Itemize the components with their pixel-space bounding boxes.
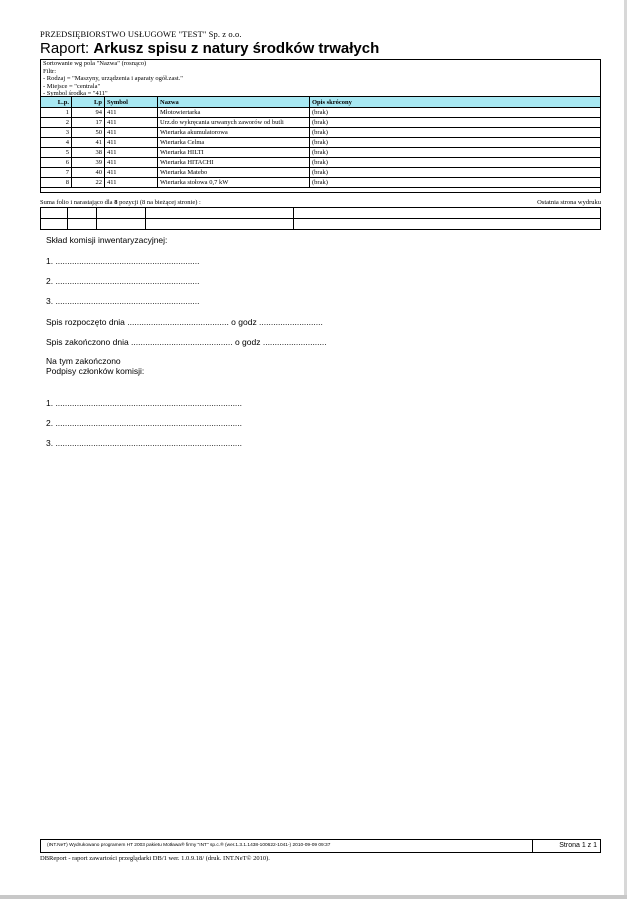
- summary-table: [40, 207, 601, 230]
- cell-nazwa: Wiertarka HITACHI: [158, 158, 310, 168]
- col-header-lp2: Lp: [72, 97, 105, 108]
- cell-lp2: 38: [72, 148, 105, 158]
- cell-lp2: 50: [72, 128, 105, 138]
- table-header-row: [41, 97, 601, 108]
- cell-lp2: 39: [72, 158, 105, 168]
- cell-opis: (brak): [310, 128, 601, 138]
- cell-symbol: 411: [105, 108, 158, 118]
- cell-opis: (brak): [310, 178, 601, 188]
- cell-opis: (brak): [310, 168, 601, 178]
- cell-nazwa: Wiertarka Matebo: [158, 168, 310, 178]
- table-row: [41, 128, 601, 138]
- report-meta: [43, 60, 183, 98]
- cell-lp2: 41: [72, 138, 105, 148]
- cell-symbol: 411: [105, 168, 158, 178]
- cell-symbol: 411: [105, 128, 158, 138]
- summary-text-a: Suma folio i narastająco dla: [40, 199, 115, 206]
- signature-line-3: 3. ...............................................................................: [46, 438, 243, 448]
- sort-info: Sortowanie wg pola "Nazwa" (rosnąco): [43, 60, 147, 67]
- cell-symbol: 411: [105, 138, 158, 148]
- cell-symbol: 411: [105, 118, 158, 128]
- cell-lp2: 40: [72, 168, 105, 178]
- cell-opis: (brak): [310, 108, 601, 118]
- commission-line-3: 3. .............................................................: [46, 296, 200, 306]
- summary-table-row: [41, 208, 601, 219]
- footer-note: DBReport - raport zawartości przeglądarki DB/1 wer. 1.0.9.18/ (druk. INT.NeT© 2010).: [40, 855, 270, 862]
- summary-last-page: Ostatnia strona wydruku: [537, 199, 601, 206]
- cell-symbol: 411: [105, 148, 158, 158]
- cell-nazwa: Urz.do wykręcania urwanych zaworów od butli: [158, 118, 310, 128]
- cell-lp2: 17: [72, 118, 105, 128]
- cell-lp2: 22: [72, 178, 105, 188]
- page-number: Strona 1 z 1: [559, 842, 597, 849]
- table-row: [41, 158, 601, 168]
- signatures-label: Podpisy członków komisji:: [46, 366, 145, 376]
- table-row: [41, 148, 601, 158]
- cell-lp: 1: [41, 108, 72, 118]
- cell-symbol: 411: [105, 178, 158, 188]
- cell-opis: (brak): [310, 158, 601, 168]
- summary-cell: [68, 219, 97, 230]
- summary-row: [40, 199, 601, 206]
- summary-left: [40, 199, 201, 206]
- col-header-opis: Opis skrócony: [310, 97, 601, 108]
- cell-lp: 5: [41, 148, 72, 158]
- company-name: PRZEDSIĘBIORSTWO USŁUGOWE "TEST" Sp. z o.o.: [40, 29, 242, 39]
- cell-lp: 8: [41, 178, 72, 188]
- table-row: [41, 118, 601, 128]
- cell-nazwa: Młotowiertarka: [158, 108, 310, 118]
- col-header-nazwa: Nazwa: [158, 97, 310, 108]
- cell-opis: (brak): [310, 118, 601, 128]
- footer-print-info: (INT.NeT) Wydrukowano programem HT 2003 pakietu Motława® firmy "INT" sp.c.® (wer.1.3.1.1438-100622-1041-) 2010-09-09 09:37: [47, 843, 331, 848]
- summary-cell: [146, 208, 294, 219]
- table-row: [41, 178, 601, 188]
- filter-symbol: - Symbol środka = "411": [43, 90, 108, 97]
- summary-text-b: pozycji (8 na bieżącej stronie) :: [117, 199, 201, 206]
- commission-line-2: 2. .............................................................: [46, 276, 200, 286]
- filter-label: Filtr:: [43, 67, 57, 75]
- cell-nazwa: Wiertarka Celma: [158, 138, 310, 148]
- summary-cell: [146, 219, 294, 230]
- col-header-symbol: Symbol: [105, 97, 158, 108]
- summary-cell: [294, 219, 601, 230]
- inventory-end: Spis zakończono dnia ........................................... o godz ...........................: [46, 337, 327, 347]
- assets-table: [40, 96, 601, 188]
- summary-count: 8: [114, 199, 118, 206]
- signature-line-1: 1. ...............................................................................: [46, 398, 243, 408]
- table-row: [41, 138, 601, 148]
- summary-table-row: [41, 219, 601, 230]
- report-title: [40, 40, 379, 57]
- cell-symbol: 411: [105, 158, 158, 168]
- cell-lp: 2: [41, 118, 72, 128]
- signature-line-2: 2. ...............................................................................: [46, 418, 243, 428]
- filter-miejsce: - Miejsce = "centrala": [43, 82, 101, 90]
- closing-text: Na tym zakończono: [46, 356, 121, 366]
- cell-opis: (brak): [310, 138, 601, 148]
- summary-cell: [41, 208, 68, 219]
- summary-cell: [97, 208, 146, 219]
- table-row: [41, 168, 601, 178]
- cell-lp: 4: [41, 138, 72, 148]
- inventory-start: Spis rozpoczęto dnia ........................................... o godz ...........................: [46, 317, 323, 327]
- cell-lp: 6: [41, 158, 72, 168]
- summary-cell: [97, 219, 146, 230]
- page-bottom-edge: [0, 895, 627, 899]
- summary-cell: [294, 208, 601, 219]
- commission-heading: Skład komisji inwentaryzacyjnej:: [46, 235, 168, 245]
- cell-lp: 7: [41, 168, 72, 178]
- summary-cell: [41, 219, 68, 230]
- report-title-main: Arkusz spisu z natury środków trwałych: [93, 40, 380, 57]
- commission-line-1: 1. .............................................................: [46, 256, 200, 266]
- footer-box: [40, 839, 601, 853]
- cell-nazwa: Wiertarka stołowa 0,7 kW: [158, 178, 310, 188]
- table-row: [41, 108, 601, 118]
- summary-cell: [68, 208, 97, 219]
- filter-rodzaj: - Rodzaj = "Maszyny, urządzenia i aparaty ogół.zast.": [43, 75, 183, 82]
- cell-nazwa: Wiertarka HILTI: [158, 148, 310, 158]
- footer-separator: [532, 840, 533, 852]
- report-title-prefix: Raport:: [40, 40, 90, 57]
- cell-lp: 3: [41, 128, 72, 138]
- cell-opis: (brak): [310, 148, 601, 158]
- cell-nazwa: Wiertarka akumulatorowa: [158, 128, 310, 138]
- cell-lp2: 94: [72, 108, 105, 118]
- col-header-lp: L.p.: [41, 97, 72, 108]
